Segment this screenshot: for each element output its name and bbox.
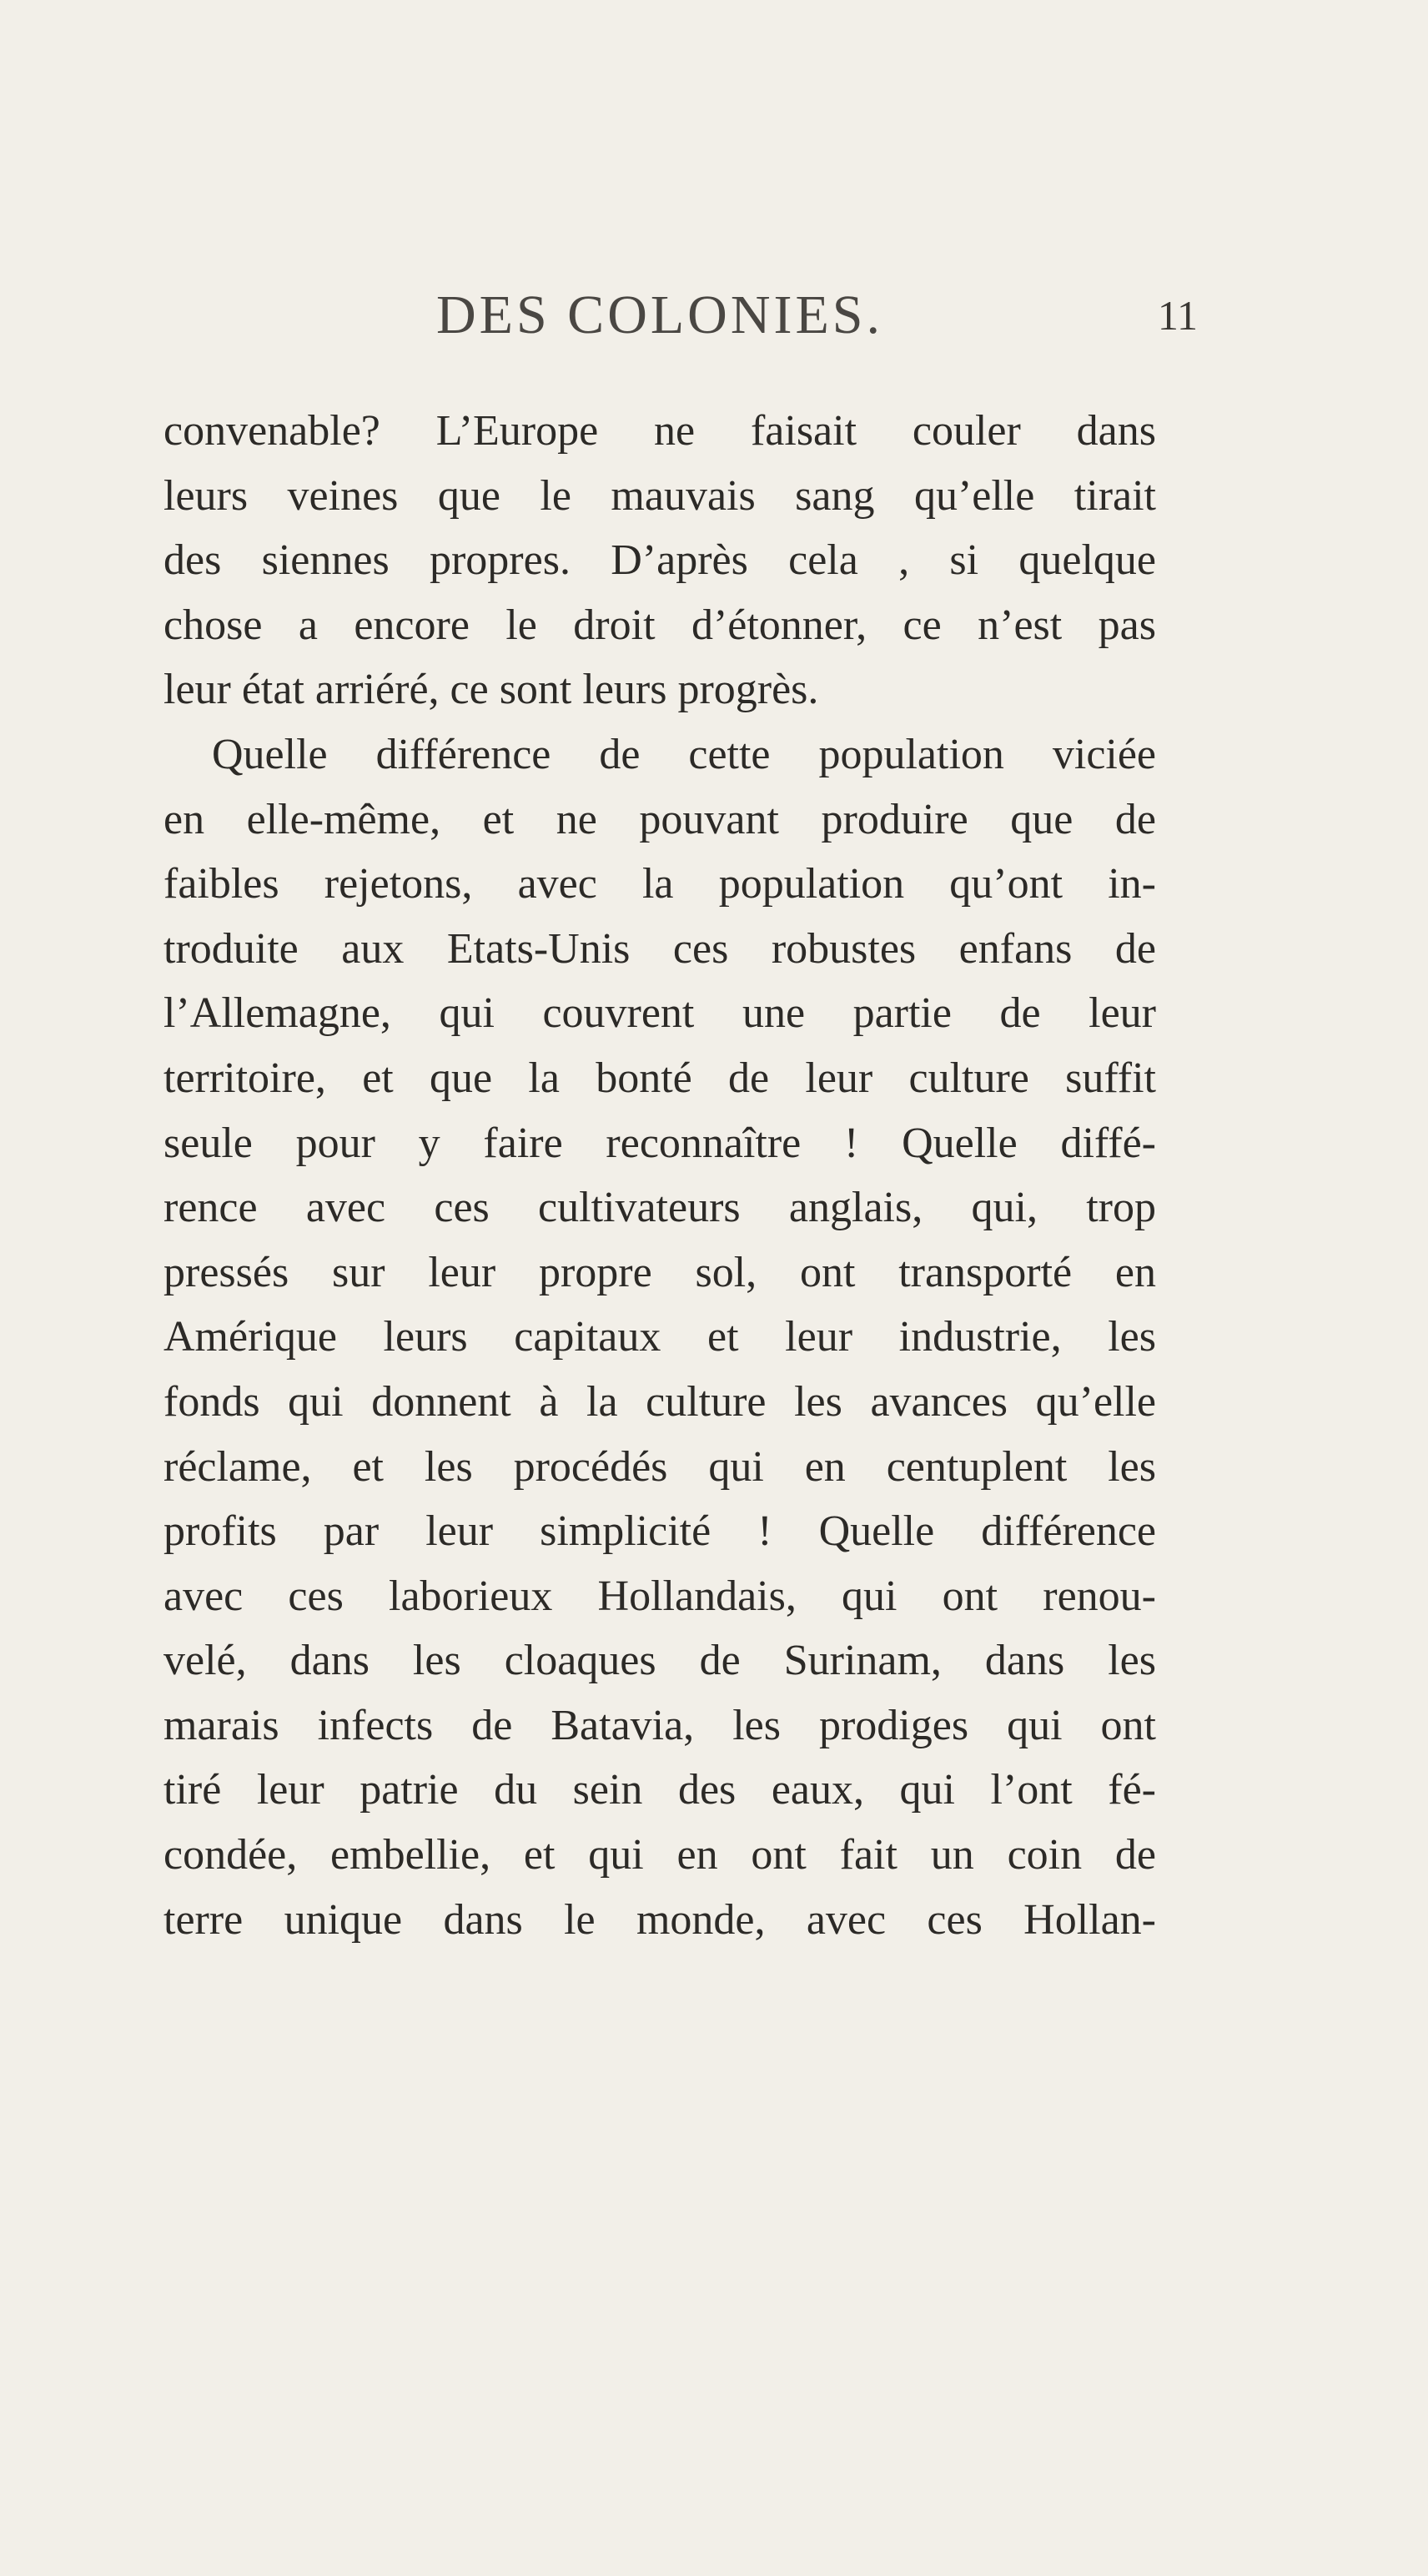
text-line: profits par leur simplicité ! Quelle différence (163, 1507, 1156, 1556)
text-line: leur état arriéré, ce sont leurs progrès. (163, 666, 819, 714)
text-line: rence avec ces cultivateurs anglais, qui, trop (163, 1184, 1156, 1232)
text-line: réclame, et les procédés qui en centuplent les (163, 1442, 1156, 1491)
text-line: des siennes propres. D’après cela , si quelque (163, 536, 1156, 585)
body-text (163, 399, 1156, 1952)
text-line: en elle-même, et ne pouvant produire que de (163, 795, 1156, 843)
running-title: DES COLONIES. (435, 284, 883, 345)
text-line: troduite aux Etats-Unis ces robustes enfans de (163, 924, 1156, 973)
text-line: territoire, et que la bonté de leur culture suffit (163, 1054, 1156, 1102)
text-line: chose a encore le droit d’étonner, ce n’est pas (163, 601, 1156, 649)
text-line: velé, dans les cloaques de Surinam, dans les (163, 1637, 1156, 1685)
text-line: l’Allemagne, qui couvrent une partie de leur (163, 989, 1156, 1038)
text-line: leurs veines que le mauvais sang qu’elle tirait (163, 471, 1156, 520)
text-line: terre unique dans le monde, avec ces Hollan- (163, 1895, 1156, 1944)
text-line: marais infects de Batavia, les prodiges qui ont (163, 1701, 1156, 1749)
text-line: pressés sur leur propre sol, ont transporté en (163, 1248, 1156, 1296)
text-line: convenable? L’Europe ne faisait couler dans (163, 407, 1156, 455)
text-line: condée, embellie, et qui en ont fait un coin de (163, 1831, 1156, 1879)
text-line: Amérique leurs capitaux et leur industrie, les (163, 1313, 1156, 1361)
running-head (163, 282, 1198, 349)
text-line: fonds qui donnent à la culture les avances qu’elle (163, 1377, 1156, 1426)
text-line: seule pour y faire reconnaître ! Quelle diffé- (163, 1119, 1156, 1167)
paragraph-start-line: Quelle différence de cette population viciée (212, 730, 1156, 778)
text-line: tiré leur patrie du sein des eaux, qui l’ont fé- (163, 1766, 1156, 1814)
text-line: avec ces laborieux Hollandais, qui ont renou- (163, 1572, 1156, 1620)
text-line: faibles rejetons, avec la population qu’ont in- (163, 860, 1156, 908)
page-number: 11 (1157, 292, 1198, 339)
